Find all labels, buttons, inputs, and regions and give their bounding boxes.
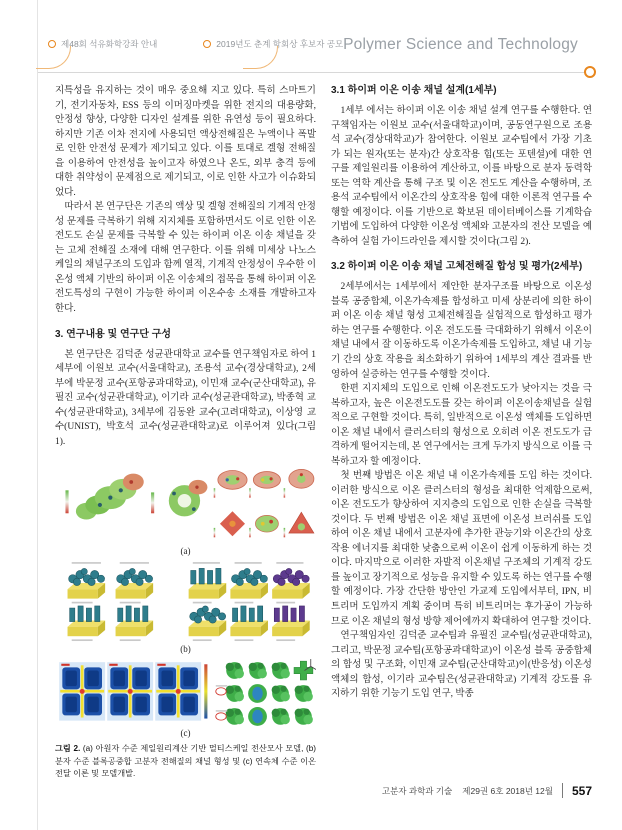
molecule-blob-2 xyxy=(169,480,208,517)
paragraph: 연구책임자인 김덕준 교수팀과 유필진 교수팀(성균관대학교), 그리고, 박문정 교수팀(포항공과대학교)이 이온성 블록 공중합체의 합성 및 구조화, 이민재 교수팀(군산대학교)이(반응성) 이온성 액체의 합성, 이기라 교수팀은(성균관대학교) 기계적 강도를 유지하기 위한 기능기 도입 연구, 박종 xyxy=(331,631,592,700)
footer-divider xyxy=(562,783,563,798)
molecule-blob-1 xyxy=(76,474,144,520)
figure-panel-c-label: (c) xyxy=(180,728,191,739)
paragraph: 본 연구단은 김덕준 성균관대학교 교수를 연구책임자로 하여 1세부에 이원보 교수(서울대학교), 조용석 교수(경상대학교), 2세부에 박문정 교수(포항공과대학교), 이민재 교수(군산대학교), 유필진 교수(성균관대학교), 이기라 교수(성균관대학교), 박종혁 교수(성균관대학교), 3세부에 김동완 교수(고려대학교), 이상영 교수(UNIST), 박호석 교수(성균관대학교)로 이루어져 있다(그림 1). xyxy=(55,349,316,447)
fem-stress-maps xyxy=(59,663,207,721)
figure-caption-body: (a) 아원자 수준 제일원리계산 기반 멀티스케일 전산모사 모델, (b) 분자 수준 블록공중합 고분자 전해질의 채널 형성 및 (c) 연속체 수준 이온전달 이론 및 모델개발. xyxy=(55,744,316,778)
paragraph: 지특성을 유지하는 것이 매우 중요해 지고 있다. 특히 스마트기기, 전기자동차, ESS 등의 이머징마켓을 위한 전지의 대용량화, 안정성 향상, 다양한 디자인 설계를 위한 유연성 등이 필요하다. 하지만 기존 이차 전지에 사용되던 액상전해질은 누액이나 폭발로 인한 안전성 문제가 제기되고 있다. 이를 토대로 겔형 전해질을 이용하여 안전성을 높이고자 하였으나 온도, 외부 충격 등에 대한 취약성이 문제점으로 제기되고, 이로 인한 사고가 이슈화되었다. xyxy=(55,86,316,198)
footer-journal-name: 고분자 과학과 기술 xyxy=(381,785,453,796)
header-nav xyxy=(48,38,343,50)
page-number: 557 xyxy=(571,783,592,798)
nav-item-seminar xyxy=(48,38,157,50)
footer-issue: 제29권 6호 2018년 12월 xyxy=(462,785,553,796)
figure-panel-c-continuum-model xyxy=(55,658,316,727)
tiny-label-marks xyxy=(72,562,304,641)
figure-panel-b-block-copolymer xyxy=(55,560,316,644)
footer-journal-info xyxy=(382,785,553,797)
bullet-ring-icon xyxy=(203,40,211,48)
paragraph: 첫 번째 방법은 이온 채널 내 이온가속제를 도입 하는 것이다. 이러한 방식으로 이온 클러스터의 형성을 최대한 억제함으로써, 이온 전도도가 향상하여 지지층의 도입으로 인한 손실을 극복할 것이다. 두 번째 방법은 이온 채널 표면에 이온성 브러쉬를 도입하여 이온 채널 내에서 고분자에 추가한 관능기와 이온간의 상호작용 에너지를 최대한 낮춤으로써 이온이 쉽게 이동하게 하는 것이다. 마지막으로 이러한 자발적 이온채널 구조체의 기계적 강도를 높이고 장기적으로 성능을 유지할 수 있도록 하는 연구를 수행할 예정이다. 가장 간단한 방안인 가교제 도입에서부터, IPN, 비트리머 도입까지 계획 중이며 특히 비트리머는 후가공이 가능하므로 이온 채널의 형성 방향 제어에까지 확대하여 연구할 것이다. xyxy=(331,471,592,627)
figure-panel-b-label: (b) xyxy=(180,644,191,655)
journal-title: Polymer Science and Technology xyxy=(343,36,578,53)
paragraph: 한편 지지체의 도입으로 인해 이온전도도가 낮아지는 것을 극복하고자, 높은 이온전도도를 갖는 하이퍼 이온이송채널을 실험적으로 구현할 것이다. 특히, 일반적으로 이온성 액체를 도입하면 이온 채널 내에서 클러스터의 형성으로 오히려 이온 전도도가 급격하게 떨어지는데, 본 연구에서는 크게 두가지 방식으로 이를 극복하고자 할 예정이다. xyxy=(331,384,592,467)
section-heading-3: 3. 연구내용 및 연구단 구성 xyxy=(55,328,172,340)
figure-caption-lead: 그림 2. xyxy=(55,744,81,754)
page-header xyxy=(38,30,592,72)
figure-panel-a-molecular-simulation xyxy=(55,459,316,545)
morphology-cells xyxy=(68,568,310,636)
nav-item-award xyxy=(203,38,343,50)
bullet-ring-icon xyxy=(48,40,56,48)
paragraph: 2세부에서는 1세부에서 제안한 분자구조를 바탕으로 이온성 블록 공중합체, 이온가속제를 합성하고 미세 상분리에 의한 하이퍼 이온 이송 채널 형성 고체전해질을 실험적으로 합성하고 평가하는 연구를 수행한다. 이온 전도도를 극대화하기 위해서 이온이 채널 내에서 잘 이동하도록 이온가속제를 도입하고, 채널 내 기능기 간의 상호 작용을 최소화하기 위하여 1세부의 계산 결과를 반영하여 실증하는 연구를 수행할 것이다. xyxy=(331,282,592,380)
nav-item-label: 제48회 석유화학강좌 안내 xyxy=(61,39,158,49)
figure-caption xyxy=(55,743,316,780)
section-heading-3-2: 3.2 하이퍼 이온 이송 채널 고체전해질 합성 및 평가(2세부) xyxy=(331,261,583,273)
section-heading-3-1: 3.1 하이퍼 이온 이송 채널 설계(1세부) xyxy=(331,85,497,96)
paragraph: 1세부 에서는 하이퍼 이온 이송 채널 설계 연구를 수행한다. 연구책임자는 이원보 교수(서울대학교)이며, 공동연구원으로 조용석 교수(경상대학교)가 참여한다. 이원보 교수팀에서 가장 기초가 되는 원자(또는 분자)간 상호작용 힘(또는 포텐셜)에 대한 연구를 제일원리를 이용하여 계산하고, 이를 바탕으로 분자 동력학 또는 역학 계산을 통해 구조 및 이온 전도도 계산을 수행하며, 조용석 교수팀에서 이온간의 상호작용 힘에 대한 이론적 연구를 수행할 예정이다. 이를 기반으로 확보된 데이터베이스를 기계학습 기법에 도입하여 다양한 이온성 액체와 고분자의 전산 모델을 예측하여 실험 가이드라인을 제시할 것이다(그림 2). xyxy=(331,106,592,247)
right-column xyxy=(331,84,592,780)
left-column xyxy=(55,84,316,780)
page-footer xyxy=(382,783,592,798)
figure-panel-a-label: (a) xyxy=(180,545,191,556)
header-end-ring-icon xyxy=(584,66,596,78)
nav-item-label: 2019년도 춘계 학회상 후보자 공모 xyxy=(216,39,344,49)
figure-2 xyxy=(55,459,316,780)
left-margin-rule xyxy=(37,0,38,830)
small-molecule-grid xyxy=(214,470,314,538)
ion-channel-blobs xyxy=(216,659,316,726)
paragraph: 따라서 본 연구단은 기존의 액상 및 겔형 전해질의 기계적 안정성 문제를 극복하기 위해 지지체를 포함하면서도 이로 인한 이온전도도 손실 문제를 극복할 수 있는 하이퍼 이온 이송 채널을 갖는 고체 전해질 소재에 대해 연구한다. 이를 위해 미세상 나노스케일의 채널구조의 도입과 함께 열적, 기계적 안정성이 우수한 이온성 액체 기반의 하이퍼 이온 이송체의 접목을 통해 하이퍼 이온 전도특성의 구현이 가능한 하이퍼 이온수송 소재를 개발하고자 한다. xyxy=(55,202,316,314)
header-divider xyxy=(38,72,592,73)
two-column-body xyxy=(55,84,592,780)
